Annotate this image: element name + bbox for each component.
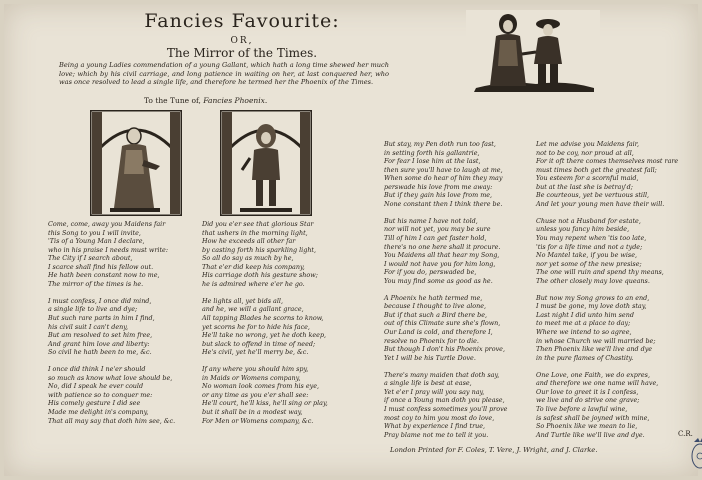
verse-line: But such rare parts in him I find, — [48, 314, 155, 323]
verse-line: But am resolved to set him free, — [48, 331, 153, 340]
verse-line: His comely gesture I did see — [48, 399, 141, 408]
verse-line: a single life is best at ease, — [384, 379, 472, 388]
verse-column-2 — [202, 220, 328, 425]
verse-line: that ushers in the morning light, — [202, 228, 308, 237]
verse-line: No woman look comes from his eye, — [202, 382, 320, 391]
verse-line: For fear I lose him at the last, — [384, 157, 481, 166]
verse-line: Our Land is cold, and therefore I, — [384, 328, 493, 337]
verse-line: Did you e'er see that glorious Star — [202, 220, 314, 228]
verse-line: because I thought to live alone, — [384, 302, 487, 311]
verse-line: You may repent when 'tis too late, — [536, 234, 647, 243]
verse-line: by casting forth his sparkling light, — [202, 245, 317, 254]
ballad-subtitle: The Mirror of the Times. — [166, 46, 318, 60]
verse-line: I must confess sometimes you'll prove — [384, 404, 508, 413]
verse-line: And let your young men have their will. — [536, 199, 665, 208]
verse-line: So civil he hath been to me, &c. — [48, 348, 152, 357]
verse-line: No, did I speak he ever could — [48, 382, 144, 391]
verse-line: Made me delight in's company, — [48, 408, 149, 417]
verse-line: His carriage doth his gesture show; — [202, 271, 318, 280]
verse-line: If any where you should him spy, — [202, 365, 309, 374]
verse-line: Our love to greet it is I confess, — [536, 387, 639, 396]
verse-line: nor will not yet, you may be sure — [384, 225, 491, 234]
verse-line — [384, 208, 507, 217]
verse-line — [536, 362, 678, 371]
verse-line: with patience so to conquer me: — [48, 390, 153, 399]
verse-line: most coy to him you most do love, — [384, 413, 495, 422]
verse-line: So all do say as much by he, — [202, 254, 294, 263]
verse-line: Last night I did unto him send — [536, 310, 634, 319]
verse-line — [384, 362, 507, 371]
verse-line: yet scorns he for to hide his face, — [202, 322, 310, 331]
verse-line: For it oft there comes themselves most rare — [536, 157, 679, 166]
verse-column-1 — [48, 220, 175, 425]
verse-line: his civil suit I can't deny, — [48, 322, 129, 331]
verse-line: The City if I search about, — [48, 254, 133, 263]
verse-line: 'Tis of a Young Man I declare, — [48, 237, 145, 246]
broadside-sheet — [4, 4, 698, 476]
verse-line: this Song to you I will invite, — [48, 228, 141, 237]
ballad-summary: Being a young Ladies commendation of a young Gallant, which hath a long time shewed her much love; which by his civil carriage, and long patience in waiting on her, at last conquered her, who was once resolved to lead a single life, and therefore he termed her the Phoenix of the Times. — [59, 61, 389, 87]
verse-line: The one will ruin and spend thy means, — [536, 268, 664, 277]
initials-mark: C.R. — [678, 430, 693, 438]
verse-line — [536, 285, 678, 294]
couple-woodcut-image — [466, 10, 600, 92]
verse-line: But stay, my Pen doth run too fast, — [384, 140, 496, 148]
verse-line: if once a Young man doth you please, — [384, 396, 505, 405]
verse-line: And Turtle like we'll live and dye. — [536, 430, 645, 439]
verse-line: in Maids or Womens company, — [202, 373, 301, 382]
verse-line: I must be gone, my love doth stay, — [536, 302, 647, 311]
verse-line: we live and do strive one grave; — [536, 396, 640, 405]
verse-line: That e'er did keep his company, — [202, 262, 305, 271]
verse-line: For if you do, perswaded be, — [384, 268, 477, 277]
verse-line: perswade his love from me away: — [384, 182, 493, 191]
verse-line: I must confess, I once did mind, — [48, 296, 152, 305]
verse-line: not to be coy, nor proud at all, — [536, 148, 634, 157]
verse-line: But now my Song grows to an end, — [536, 293, 650, 302]
verse-column-3 — [384, 140, 507, 439]
verse-line: but it shall be in a modest way, — [202, 408, 303, 417]
verse-line: And grant him love and liberty: — [48, 339, 150, 348]
verse-line: I scarce shall find his fellow out. — [48, 262, 154, 271]
verse-line — [202, 357, 328, 366]
verse-line: All tapping Blades he scorns to know, — [202, 314, 324, 323]
verse-line: You may find some as good as he. — [384, 276, 493, 285]
verse-line: One Love, one Faith, we do expres, — [536, 370, 650, 379]
verse-line: The mirror of the times is he. — [48, 279, 144, 288]
verse-line: Then Phoenix like we'll live and dye — [536, 345, 653, 354]
verse-line: For Men or Womens company, &c. — [202, 416, 314, 425]
verse-line: You esteem for a scornful maid, — [536, 174, 639, 183]
verse-line: 'tis for a life time and not a tyde; — [536, 242, 643, 251]
verse-line: You Maidens all that hear my Song, — [384, 251, 500, 260]
verse-line: there's no one here shall it procure. — [384, 242, 501, 251]
verse-line: Where we intend to so agree, — [536, 328, 632, 337]
library-stamp-image — [690, 436, 702, 472]
verse-line: in whose Church we will married be; — [536, 336, 656, 345]
verse-line: Come, come, away you Maidens fair — [48, 220, 166, 228]
verse-line: in setting forth his gallantrie, — [384, 148, 480, 157]
verse-line: There's many maiden that doth say, — [384, 370, 500, 379]
verse-line: He lights all, yet bids all, — [202, 296, 283, 305]
verse-line: then sure you'll have to laugh at me, — [384, 165, 503, 174]
verse-line: But if they gain his love from me, — [384, 191, 493, 200]
verse-line: What by experience I find true, — [384, 422, 486, 431]
verse-line: But if that such a Bird there be, — [384, 310, 488, 319]
verse-line: The other closely may love queans. — [536, 276, 650, 285]
verse-line: Let me advise you Maidens fair, — [536, 140, 640, 148]
verse-line: a single life to live and dye; — [48, 305, 138, 314]
verse-line: He hath been constant now to me, — [48, 271, 160, 280]
verse-line: He's civil, yet he'll merry be, &c. — [202, 348, 309, 357]
verse-line: but at the last she is betray'd; — [536, 182, 633, 191]
verse-line: But his name I have not told, — [384, 216, 478, 225]
verse-line: he is admired where e'er he go. — [202, 279, 305, 288]
verse-line — [48, 357, 175, 366]
verse-line: No Mantel take, if you be wise, — [536, 251, 638, 260]
verse-line: He'll court, he'll kiss, he'll sing or play, — [202, 399, 328, 408]
verse-line: Chuse not a Husband for estate, — [536, 216, 641, 225]
title-or: OR, — [230, 36, 254, 46]
verse-line: Yet I will be his Turtle Dove. — [384, 353, 476, 362]
verse-line: who in his praise I needs must write: — [48, 245, 168, 254]
verse-line: or any time as you e'er shall see: — [202, 390, 309, 399]
verse-line: to meet me at a place to day; — [536, 319, 631, 328]
verse-line: When some do hear of him they may — [384, 174, 503, 183]
verse-line: and therefore we one name will have, — [536, 379, 659, 388]
verse-line — [202, 288, 328, 297]
verse-line: To live before a lawful wine, — [536, 404, 628, 413]
verse-column-4 — [536, 140, 678, 439]
verse-line: resolve no Phoenix for to die. — [384, 336, 479, 345]
tune-prefix: To the Tune of, — [144, 96, 201, 105]
verse-line: He'll take no wrong, yet he doth keep, — [202, 331, 327, 340]
printer-imprint: London Printed for F. Coles, T. Vere, J. Wright, and J. Clarke. — [390, 446, 598, 454]
verse-line: must times both get the greatest fall; — [536, 165, 657, 174]
verse-line: How he exceeds all other far — [202, 237, 296, 246]
verse-line: But though I don't his Phoenix prove, — [384, 345, 505, 354]
verse-line: Pray blame not me to tell it you. — [384, 430, 489, 439]
tune-name: Fancies Phoenix. — [203, 96, 268, 105]
ballad-title: Fancies Favourite: — [144, 10, 340, 32]
verse-line — [384, 285, 507, 294]
verse-line: nor yet some of the new presise; — [536, 259, 642, 268]
verse-line: unless you fancy him beside, — [536, 225, 630, 234]
verse-line: I once did think I ne'er should — [48, 365, 146, 374]
man-woodcut-image — [220, 110, 312, 216]
verse-line: I would not have you for him long, — [384, 259, 496, 268]
woman-woodcut-image — [90, 110, 182, 216]
verse-line: Yet e'er I pray will you say nay, — [384, 387, 485, 396]
verse-line — [48, 288, 175, 297]
verse-line: so much as know what love should be, — [48, 373, 173, 382]
verse-line — [536, 208, 678, 217]
verse-line: Be courteous, yet be vertuous still, — [536, 191, 650, 200]
verse-line: A Phoenix he hath termed me, — [384, 293, 483, 302]
verse-line: Till of him I can get faster hold, — [384, 234, 487, 243]
tune-line — [144, 96, 344, 105]
verse-line: None constant then I think there be. — [384, 199, 503, 208]
verse-line: but slack to offend in time of need; — [202, 339, 316, 348]
verse-line: out of this Climate sure she's flown, — [384, 319, 501, 328]
verse-line: in the pure flames of Chastity. — [536, 353, 634, 362]
verse-line: So Phoenix like we mean to lie, — [536, 422, 638, 431]
verse-line: and he, we will a gallant grace, — [202, 305, 304, 314]
verse-line: is safest shall be joyned with mine, — [536, 413, 650, 422]
verse-line: That all may say that doth him see, &c. — [48, 416, 176, 425]
